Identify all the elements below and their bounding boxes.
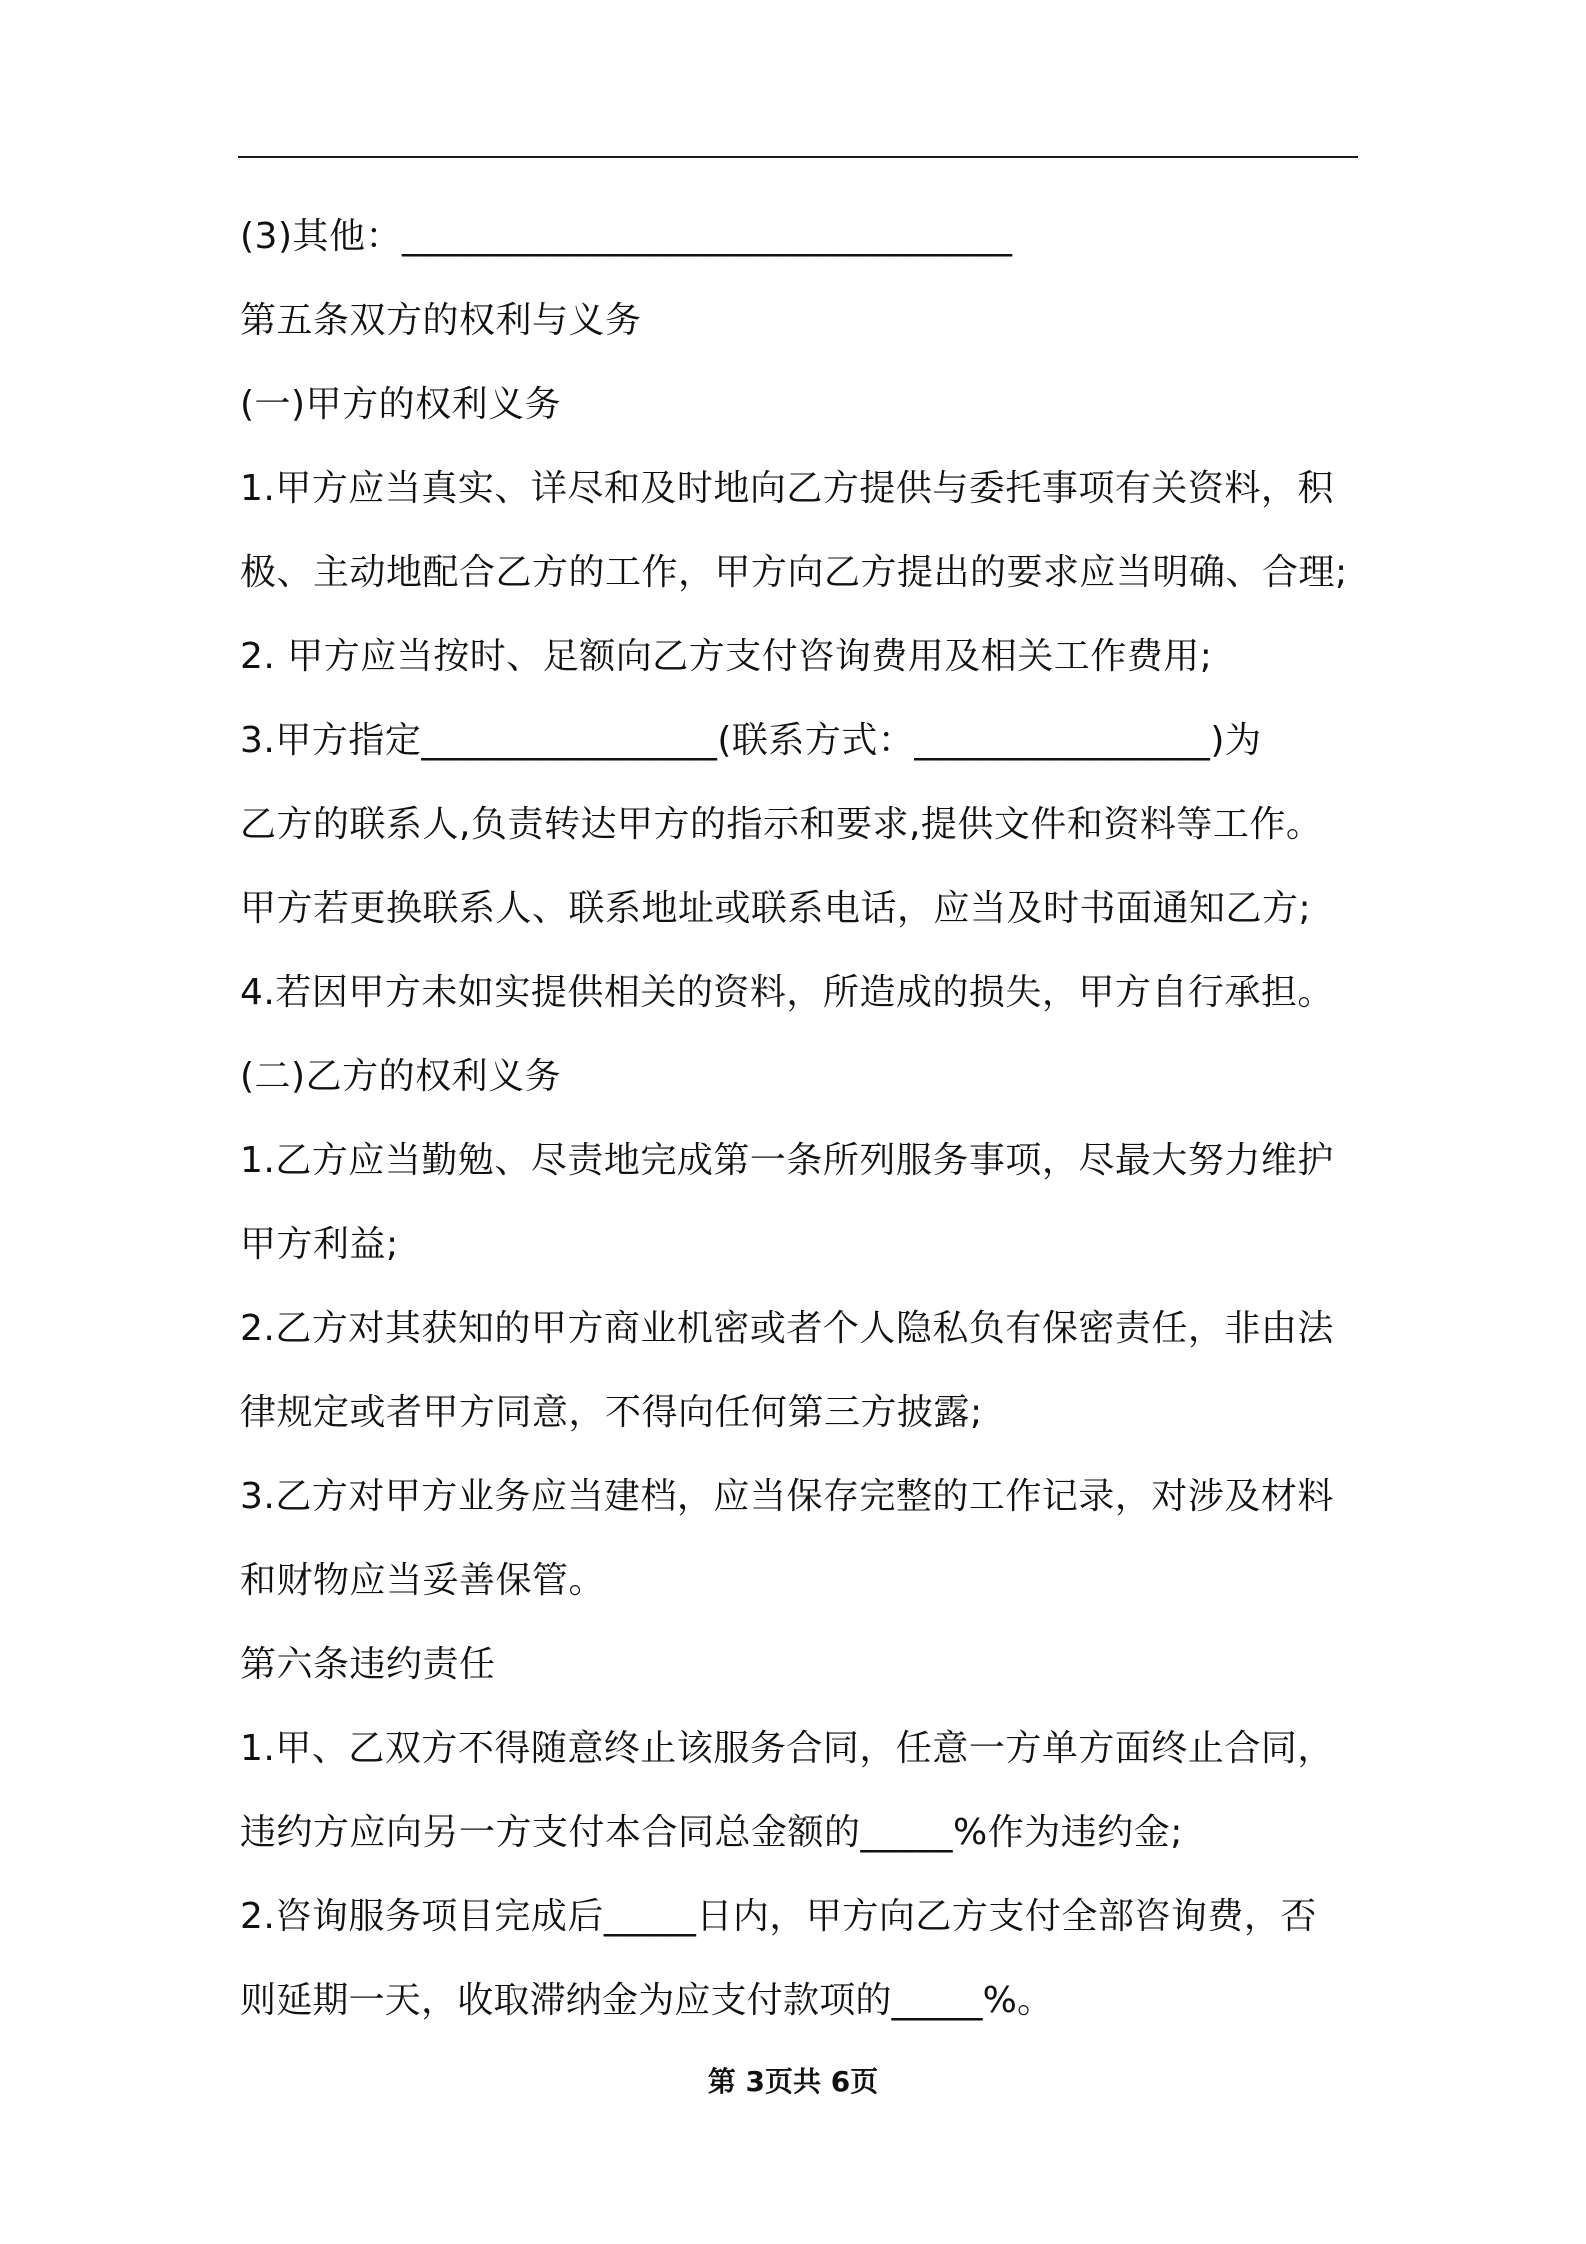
text-line: 1.甲方应当真实、详尽和及时地向乙方提供与委托事项有关资料，积 (240, 468, 1334, 509)
text-line-other: (3)其他：_________________________________ (240, 216, 1013, 257)
heading-article-5: 第五条双方的权利与义务 (240, 300, 642, 341)
text-line: 2. 甲方应当按时、足额向乙方支付咨询费用及相关工作费用; (240, 636, 1213, 677)
text-line: 3.乙方对甲方业务应当建档，应当保存完整的工作记录，对涉及材料 (240, 1476, 1334, 1517)
document-body (240, 195, 1360, 2043)
text-line: 1.甲、乙双方不得随意终止该服务合同，任意一方单方面终止合同， (240, 1728, 1334, 1769)
text-line: 2.乙方对其获知的甲方商业机密或者个人隐私负有保密责任，非由法 (240, 1308, 1334, 1349)
header-rule (238, 156, 1358, 158)
text-line: 则延期一天，收取滞纳金为应支付款项的_____%。 (240, 1980, 1054, 2021)
page-number: 第 3页共 6页 (707, 2065, 879, 2098)
text-line: 乙方的联系人,负责转达甲方的指示和要求,提供文件和资料等工作。 (240, 804, 1323, 845)
text-line: 4.若因甲方未如实提供相关的资料，所造成的损失，甲方自行承担。 (240, 972, 1334, 1013)
text-line: 3.甲方指定________________(联系方式：________________)为 (240, 720, 1262, 761)
text-line: 甲方若更换联系人、联系地址或联系电话，应当及时书面通知乙方; (240, 888, 1312, 929)
text-line: 2.咨询服务项目完成后_____日内，甲方向乙方支付全部咨询费，否 (240, 1896, 1317, 1937)
text-line: 甲方利益; (240, 1224, 399, 1265)
text-line: 和财物应当妥善保管。 (240, 1560, 606, 1601)
text-line: 1.乙方应当勤勉、尽责地完成第一条所列服务事项，尽最大努力维护 (240, 1140, 1334, 1181)
heading-article-6: 第六条违约责任 (240, 1644, 496, 1685)
subheading-party-b: (二)乙方的权利义务 (240, 1056, 562, 1097)
text-line: 律规定或者甲方同意，不得向任何第三方披露; (240, 1392, 983, 1433)
subheading-party-a: (一)甲方的权利义务 (240, 384, 562, 425)
text-line: 违约方应向另一方支付本合同总金额的_____%作为违约金; (240, 1812, 1183, 1853)
text-line: 极、主动地配合乙方的工作，甲方向乙方提出的要求应当明确、合理; (240, 552, 1348, 593)
